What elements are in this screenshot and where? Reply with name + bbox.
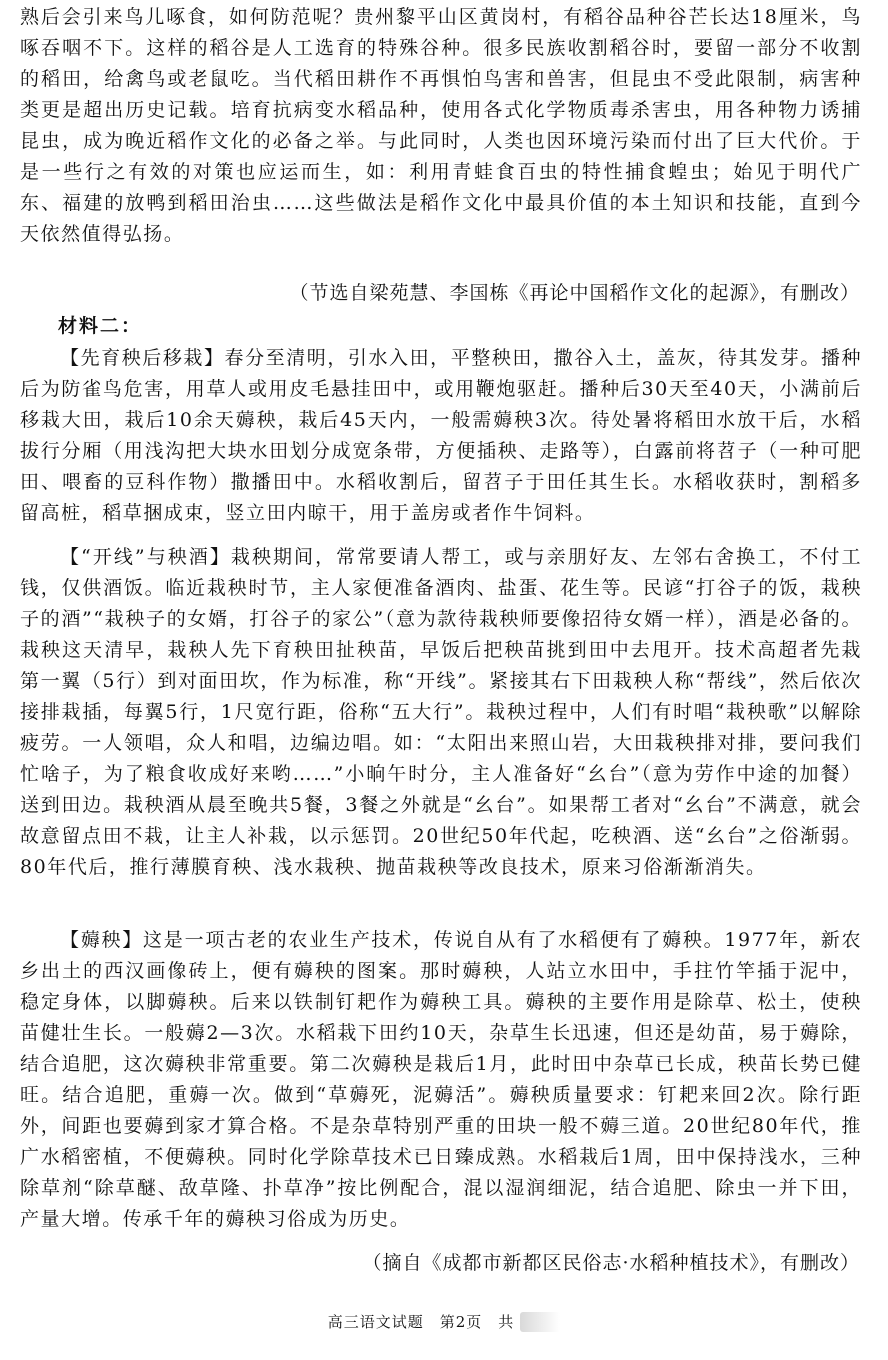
section-kaixian-yangjiu: 【“开线”与秧酒】栽秧期间，常常要请人帮工，或与亲朋好友、左邻右舍换工，不付工钱，仅供酒饭。临近栽秧时节，主人家便准备酒肉、盐蛋、花生等。民谚“打谷子的饭，栽秧子的酒”“栽秧子的女婿，打谷子的家公”（意为款待栽秧师要像招待女婿一样），酒是必备的。栽秧这天清早，栽秧人先下育秧田扯秧苗，早饭后把秧苗挑到田中去甩开。技术高超者先栽第一翼（5行）到对面田坎，作为标准，称“开线”。紧接其右下田栽秧人称“帮线”，然后依次接排栽插，每翼5行，1尺宽行距，俗称“五大行”。栽秧过程中，人们有时唱“栽秧歌”以解除疲劳。一人领唱，众人和唱，边编边唱。如：“太阳出来照山岩，大田栽秧排对排，要问我们忙啥子，为了粮食收成好来哟……”小晌午时分，主人准备好“幺台”（意为劳作中途的加餐）送到田边。栽秧酒从晨至晚共5餐，3餐之外就是“幺台”。如果帮工者对“幺台”不满意，就会故意留点田不栽，让主人补栽，以示惩罚。20世纪50年代起，吃秧酒、送“幺台”之俗渐弱。80年代后，推行薄膜育秧、浅水栽秧、抛苗栽秧等改良技术，原来习俗渐渐消失。 [20, 546, 862, 878]
section-haoyang: 【薅秧】这是一项古老的农业生产技术，传说自从有了水稻便有了薅秧。1977年，新农乡出土的西汉画像砖上，便有薅秧的图案。那时薅秧，人站立水田中，手拄竹竿插于泥中，稳定身体，以脚薅秧。后来以铁制钉耙作为薅秧工具。薅秧的主要作用是除草、松土，使秧苗健壮生长。一般薅2—3次。水稻栽下田约10天，杂草生长迅速，但还是幼苗，易于薅除，结合追肥，这次薅秧非常重要。第二次薅秧是栽后1月，此时田中杂草已长成，秧苗长势已健旺。结合追肥，重薅一次。做到“草薅死，泥薅活”。薅秧质量要求：钉耙来回2次。除行距外，间距也要薅到家才算合格。不是杂草特别严重的田块一般不薅三道。20世纪80年代，推广水稻密植，不便薅秧。同时化学除草技术已日臻成熟。水稻栽后1周，田中保持浅水，三种除草剂“除草醚、敌草隆、扑草净”按比例配合，混以湿润细泥，结合追肥、除虫一并下田，产量大增。传承千年的薅秧习俗成为历史。 [20, 929, 862, 1230]
material-one-paragraph: 熟后会引来鸟儿啄食，如何防范呢？贵州黎平山区黄岗村，有稻谷品种谷芒长达18厘米，鸟啄吞咽不下。这样的稻谷是人工选育的特殊谷种。很多民族收割稻谷时，要留一部分不收割的稻田，给禽鸟或老鼠吃。当代稻田耕作不再惧怕鸟害和兽害，但昆虫不受此限制，病害种类更是超出历史记载。培育抗病变水稻品种，使用各式化学物质毒杀害虫，用各种物力诱捕昆虫，成为晚近稻作文化的必备之举。与此同时，人类也因环境污染而付出了巨大代价。于是一些行之有效的对策也应运而生，如：利用青蛙食百虫的特性捕食蝗虫；始见于明代广东、福建的放鸭到稻田治虫……这些做法是稻作文化中最具价值的本土知识和技能，直到今天依然值得弘扬。 [20, 6, 862, 245]
material-two-source: （摘自《成都市新都区民俗志·水稻种植技术》，有删改） [362, 1252, 860, 1274]
page-footer [0, 1311, 888, 1332]
footer-obscured-mark [520, 1312, 560, 1332]
footer-text: 高三语文试题 第2页 共 [327, 1313, 515, 1331]
section-seedling-transplant: 【先育秧后移栽】春分至清明，引水入田，平整秧田，撒谷入土，盖灰，待其发芽。播种后为防雀鸟危害，用草人或用皮毛悬挂田中，或用鞭炮驱赶。播种后30天至40天，小满前后移栽大田，栽后10余天薅秧，栽后45天内，一般需薅秧3次。待处暑将稻田水放干后，水稻拔行分厢（用浅沟把大块水田划分成宽条带，方便插秧、走路等），白露前将苕子（一种可肥田、喂畜的豆科作物）撒播田中。水稻收割后，留苕子于田任其生长。水稻收获时，割稻多留高桩，稻草捆成束，竖立田内晾干，用于盖房或者作牛饲料。 [20, 347, 862, 524]
material-one-source: （节选自梁苑慧、李国栋《再论中国稻作文化的起源》，有删改） [289, 282, 860, 304]
material-two-heading: 材料二： [58, 315, 143, 337]
